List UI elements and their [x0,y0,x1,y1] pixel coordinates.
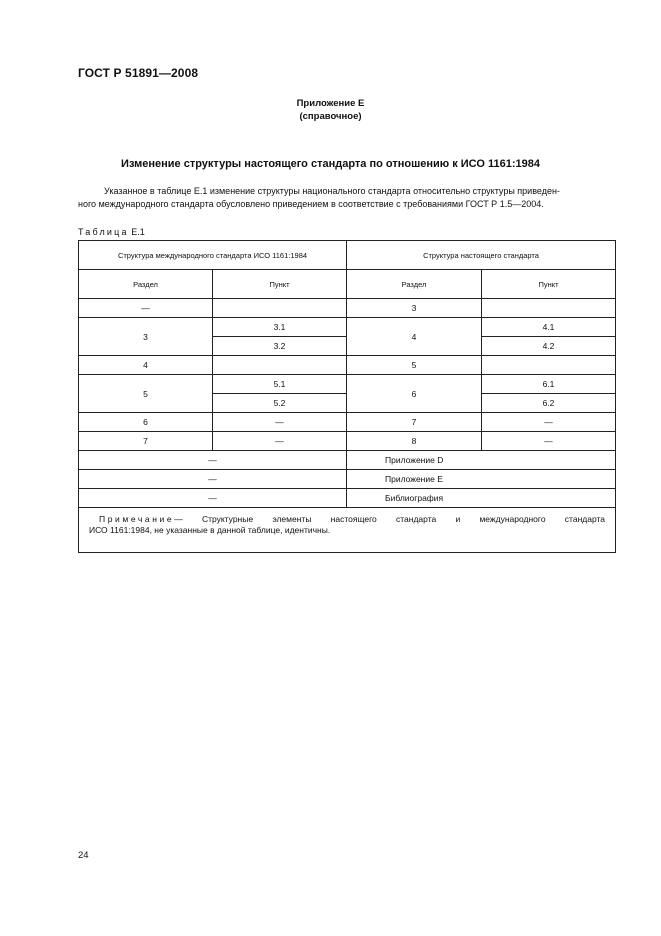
table-header-row [79,241,616,270]
cell-iso-annex: — [79,489,347,508]
table-row [79,375,616,394]
cell-iso-annex: — [79,451,347,470]
table-row [79,489,616,508]
cell-iso-clause: 3.1 [213,318,347,337]
subheader-nat-clause: Пункт [482,270,616,299]
table-caption [78,227,145,237]
cell-nat-annex: Приложение D [347,451,616,470]
paragraph-line: ного международного стандарта обусловлено приведением в соответствие с требованиями ГОСТ Р 1.5—2004. [78,199,544,209]
cell-nat-clause [482,356,616,375]
table-caption-number: Е.1 [131,227,145,237]
cell-iso-clause: — [213,432,347,451]
table-row [79,432,616,451]
cell-iso-clause: — [213,413,347,432]
table-subheader-row [79,270,616,299]
annex-title: Приложение Е [296,98,365,109]
cell-nat-clause: 4.2 [482,337,616,356]
subheader-nat-section: Раздел [347,270,482,299]
cell-nat-section: 5 [347,356,482,375]
table-note-row [79,508,616,553]
cell-iso-clause [213,356,347,375]
table-row [79,413,616,432]
cell-nat-section: 8 [347,432,482,451]
cell-nat-clause: 6.1 [482,375,616,394]
cell-iso-section: 5 [79,375,213,413]
table-note [79,508,616,553]
cell-nat-clause: 6.2 [482,394,616,413]
table-row [79,470,616,489]
cell-iso-annex: — [79,470,347,489]
cell-nat-section: 7 [347,413,482,432]
cell-nat-clause: — [482,432,616,451]
cell-iso-section: 3 [79,318,213,356]
table-caption-label: Таблица [78,227,129,237]
cell-nat-section: 3 [347,299,482,318]
document-code: ГОСТ Р 51891—2008 [78,66,199,80]
cell-nat-clause: 4.1 [482,318,616,337]
subheader-iso-clause: Пункт [213,270,347,299]
page-number: 24 [78,850,89,861]
subheader-iso-section: Раздел [79,270,213,299]
cell-nat-section: 6 [347,375,482,413]
paragraph-line: Указанное в таблице Е.1 изменение структуры национального стандарта относительно структуры приведен- [104,186,560,196]
cell-iso-section: 6 [79,413,213,432]
note-line [89,514,605,525]
note-line-2: ИСО 1161:1984, не указанные в данной таблице, идентичны. [89,525,331,535]
cell-iso-section: — [79,299,213,318]
note-label: Примечание [99,514,175,524]
cell-nat-section: 4 [347,318,482,356]
cell-nat-clause: — [482,413,616,432]
table-row [79,318,616,337]
cell-iso-clause: 3.2 [213,337,347,356]
cell-iso-section: 7 [79,432,213,451]
cell-nat-bibliography: Библиография [347,489,616,508]
section-heading: Изменение структуры настоящего стандарта по отношению к ИСО 1161:1984 [121,158,540,170]
table-row [79,356,616,375]
annex-type: (справочное) [299,111,362,122]
cell-iso-section: 4 [79,356,213,375]
note-line-1: — Структурные элементы настоящего стандарта и международного стандарта [174,514,606,524]
cell-nat-clause [482,299,616,318]
table-row [79,299,616,318]
table-row [79,451,616,470]
header-iso-structure: Структура международного стандарта ИСО 1161:1984 [79,241,347,270]
cell-iso-clause [213,299,347,318]
structure-comparison-table [78,240,616,553]
cell-iso-clause: 5.2 [213,394,347,413]
intro-paragraph [78,185,614,211]
cell-iso-clause: 5.1 [213,375,347,394]
header-national-structure: Структура настоящего стандарта [347,241,616,270]
cell-nat-annex: Приложение Е [347,470,616,489]
